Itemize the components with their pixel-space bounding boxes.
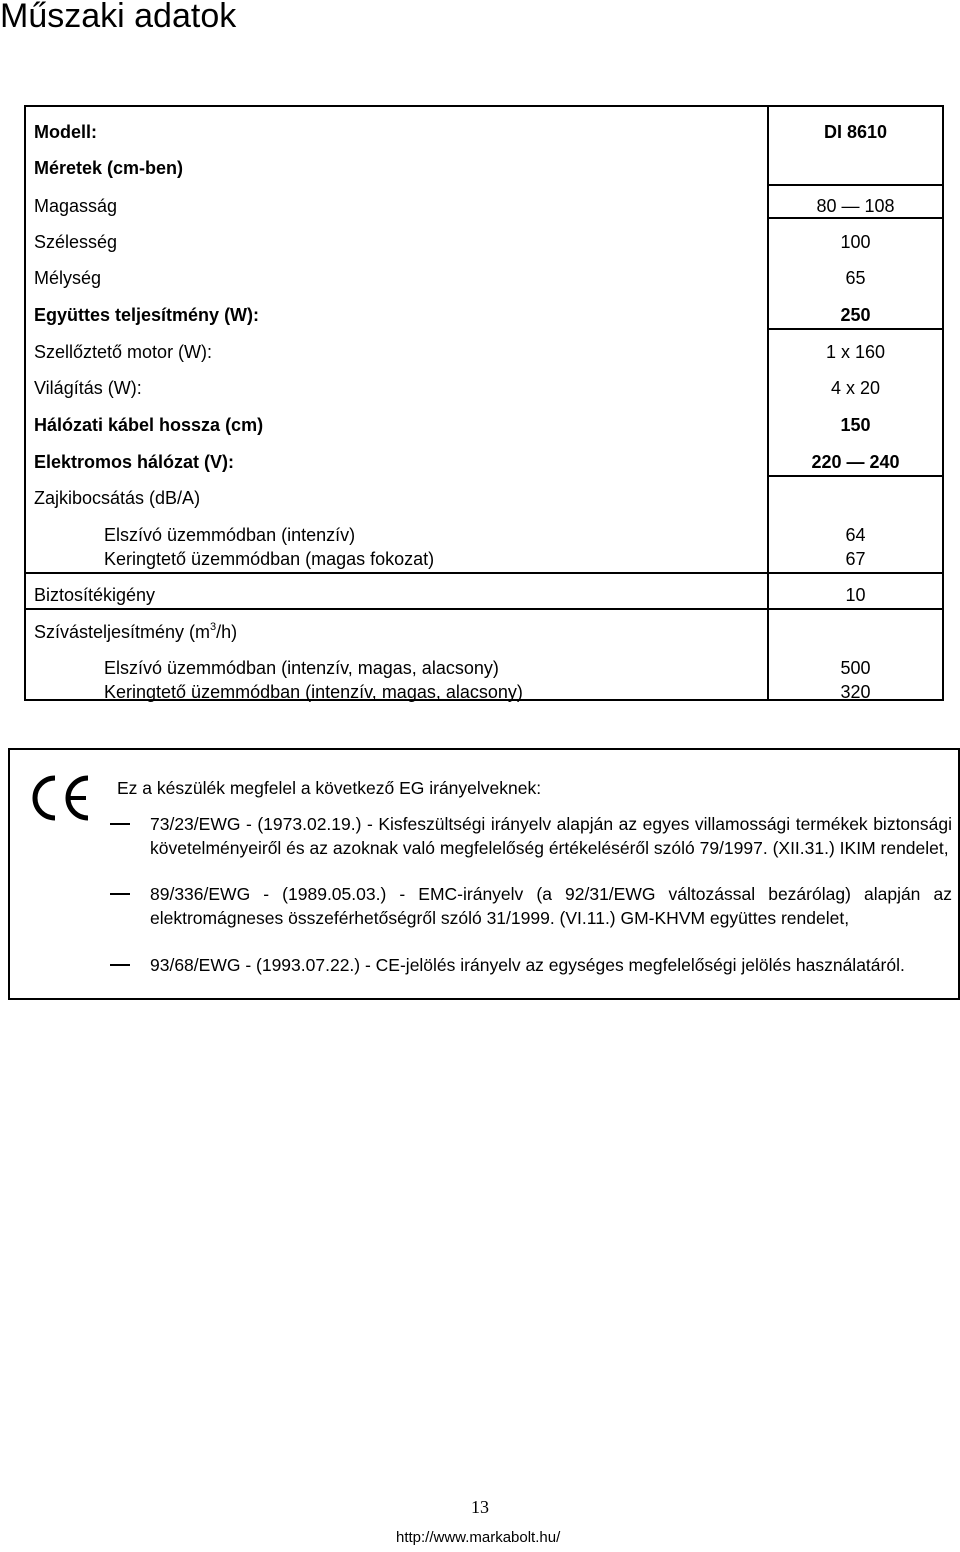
cable-label: Hálózati kábel hossza (cm) <box>34 415 264 435</box>
fan-motor-label: Szellőztető motor (W): <box>34 342 213 362</box>
divider <box>767 217 942 219</box>
depth-label: Mélység <box>34 268 102 288</box>
page-title: Műszaki adatok <box>0 0 237 35</box>
noise-label: Zajkibocsátás (dB/A) <box>34 488 201 508</box>
height-value: 80 — 108 <box>816 196 895 216</box>
mains-label: Elektromos hálózat (V): <box>34 452 235 472</box>
directive-text: 89/336/EWG - (1989.05.03.) - EMC-irányelv (a 92/31/EWG változással bezárólag) alapján az elektromágneses összeférhetőségről szóló 31/1999. (VI.11.) GM-KHVM együttes rendelet, <box>150 884 952 928</box>
suction-extract-label: Elszívó üzemmódban (intenzív, magas, alacsony) <box>104 658 499 678</box>
cable-value: 150 <box>840 415 871 435</box>
divider <box>767 184 942 186</box>
ce-mark-icon <box>28 774 94 822</box>
model-label: Modell: <box>34 122 97 142</box>
dash-bullet <box>110 823 130 825</box>
fan-motor-value: 1 x 160 <box>825 342 886 362</box>
page-number: 13 <box>471 1497 489 1517</box>
model-value: DI 8610 <box>823 122 888 142</box>
width-label: Szélesség <box>34 232 118 252</box>
fuse-label: Biztosítékigény <box>34 585 156 605</box>
dimensions-label: Méretek (cm-ben) <box>34 158 184 178</box>
mains-value: 220 — 240 <box>811 452 900 472</box>
dash-bullet <box>110 964 130 966</box>
directive-item <box>110 882 952 930</box>
divider <box>26 608 942 610</box>
depth-value: 65 <box>845 268 866 288</box>
height-label: Magasság <box>34 196 118 216</box>
directive-text: 73/23/EWG - (1973.02.19.) - Kisfeszültségi irányelv alapján az egyes villamossági termékek biztonsági követelményeiről és az azoknak való megfelelőség értékeléséről szóló 79/1997. (XII.31.) IKIM rendelet, <box>150 814 952 858</box>
divider <box>767 328 942 330</box>
directive-item <box>110 953 952 977</box>
conformity-box <box>8 748 960 1000</box>
width-value: 100 <box>840 232 871 252</box>
noise-extract-label: Elszívó üzemmódban (intenzív) <box>104 525 356 545</box>
suction-recirc-value: 320 <box>840 682 871 702</box>
noise-recirc-value: 67 <box>845 549 866 569</box>
suction-recirc-label: Keringtető üzemmódban (intenzív, magas, alacsony) <box>104 682 523 702</box>
directive-item <box>110 812 952 860</box>
conformity-intro: Ez a készülék megfelel a következő EG irányelveknek: <box>117 778 542 798</box>
fuse-value: 10 <box>845 585 866 605</box>
noise-extract-value: 64 <box>845 525 866 545</box>
divider <box>26 572 942 574</box>
dash-bullet <box>110 893 130 895</box>
spec-table <box>24 105 944 701</box>
lighting-label: Világítás (W): <box>34 378 142 398</box>
directive-text: 93/68/EWG - (1993.07.22.) - CE-jelölés irányelv az egységes megfelelőségi jelölés használatáról. <box>150 955 905 975</box>
total-power-value: 250 <box>840 305 871 325</box>
noise-recirc-label: Keringtető üzemmódban (magas fokozat) <box>104 549 435 569</box>
footer-url[interactable]: http://www.markabolt.hu/ <box>396 1529 561 1546</box>
total-power-label: Együttes teljesítmény (W): <box>34 305 260 325</box>
suction-extract-value: 500 <box>840 658 871 678</box>
lighting-value: 4 x 20 <box>830 378 881 398</box>
suction-label: Szívásteljesítmény $(m^3/h)$ <box>34 621 238 642</box>
divider <box>767 475 942 477</box>
